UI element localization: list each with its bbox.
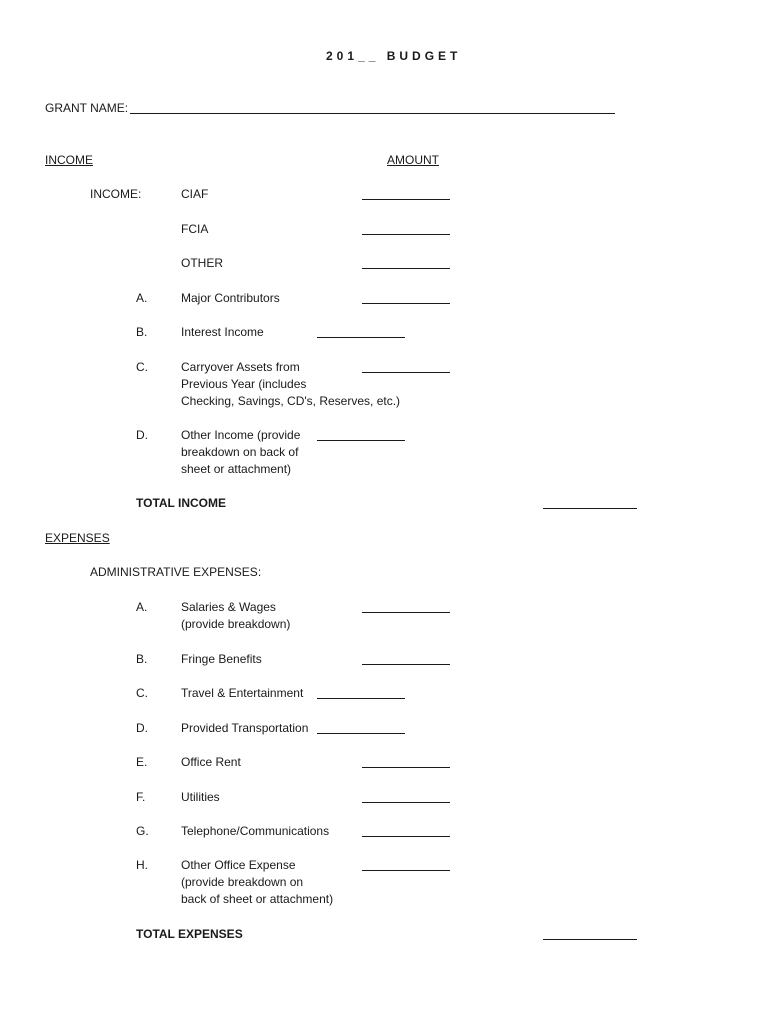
expense-transportation-field[interactable] (317, 720, 405, 734)
expense-item-letter: H. (136, 858, 148, 872)
income-item-letter: A. (136, 291, 148, 305)
income-other-income-field[interactable] (317, 427, 405, 441)
expenses-heading: EXPENSES (45, 531, 110, 545)
income-fcia-amount-field[interactable] (362, 221, 450, 235)
expense-item-letter: E. (136, 755, 148, 769)
income-item-label: Other Income (provide (181, 428, 301, 442)
total-expenses-field[interactable] (543, 926, 637, 940)
income-item-letter: D. (136, 428, 148, 442)
income-label: INCOME: (90, 187, 142, 201)
expense-other-office-field[interactable] (362, 857, 450, 871)
total-income-label: TOTAL INCOME (136, 496, 226, 510)
expense-item-letter: A. (136, 600, 148, 614)
total-income-field[interactable] (543, 495, 637, 509)
expense-item-letter: F. (136, 790, 146, 804)
income-source-fcia: FCIA (181, 222, 209, 236)
expense-item-letter: G. (136, 824, 149, 838)
expense-office-rent-field[interactable] (362, 754, 450, 768)
expense-fringe-field[interactable] (362, 651, 450, 665)
grant-name-label: GRANT NAME: (45, 101, 129, 115)
income-item-letter: C. (136, 360, 148, 374)
income-source-other: OTHER (181, 256, 223, 270)
grant-name-field[interactable] (130, 100, 615, 114)
expense-salaries-field[interactable] (362, 599, 450, 613)
total-expenses-label: TOTAL EXPENSES (136, 927, 243, 941)
expense-item-label: Provided Transportation (181, 721, 309, 735)
expense-item-label: Telephone/Communications (181, 824, 330, 838)
income-major-contributors-field[interactable] (362, 290, 450, 304)
expense-item-label: Office Rent (181, 755, 241, 769)
amount-heading: AMOUNT (387, 153, 439, 167)
income-item-label: Previous Year (includes (181, 377, 307, 391)
expense-item-label: (provide breakdown on (181, 875, 304, 889)
income-item-label: Checking, Savings, CD's, Reserves, etc.) (181, 394, 401, 408)
income-other-amount-field[interactable] (362, 255, 450, 269)
income-heading: INCOME (45, 153, 93, 167)
expense-utilities-field[interactable] (362, 789, 450, 803)
income-interest-field[interactable] (317, 324, 405, 338)
income-carryover-field[interactable] (362, 359, 450, 373)
expense-item-letter: C. (136, 686, 148, 700)
income-item-label: Carryover Assets from (181, 360, 300, 374)
income-item-letter: B. (136, 325, 148, 339)
expense-item-label: Salaries & Wages (181, 600, 276, 614)
expense-item-label: Other Office Expense (181, 858, 296, 872)
expense-telephone-field[interactable] (362, 823, 450, 837)
income-source-ciaf: CIAF (181, 187, 209, 201)
expense-item-label: (provide breakdown) (181, 617, 291, 631)
income-ciaf-amount-field[interactable] (362, 186, 450, 200)
expense-item-label: Utilities (181, 790, 220, 804)
admin-expenses-label: ADMINISTRATIVE EXPENSES: (90, 565, 262, 579)
expense-item-letter: B. (136, 652, 148, 666)
income-item-label: sheet or attachment) (181, 462, 292, 476)
expense-travel-field[interactable] (317, 685, 405, 699)
income-item-label: Interest Income (181, 325, 264, 339)
expense-item-label: Fringe Benefits (181, 652, 262, 666)
expense-item-label: back of sheet or attachment) (181, 892, 334, 906)
expense-item-label: Travel & Entertainment (181, 686, 304, 700)
income-item-label: breakdown on back of (181, 445, 299, 459)
expense-item-letter: D. (136, 721, 148, 735)
income-item-label: Major Contributors (181, 291, 280, 305)
page-title: 201__ BUDGET (326, 49, 462, 63)
